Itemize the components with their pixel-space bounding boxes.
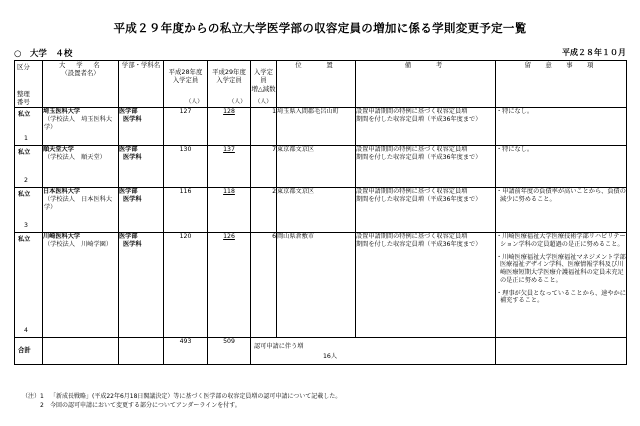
department-name: 医学科 (123, 240, 142, 248)
subheader (14, 47, 626, 59)
capacity-h29-value: 137 (223, 146, 235, 153)
increase-value: 1 (251, 108, 277, 146)
capacity-h28-value: 116 (164, 188, 208, 233)
row-department (119, 233, 164, 338)
department-name: 医学科 (123, 153, 142, 161)
capacity-h29-cell (208, 188, 251, 233)
faculty-name: 医学部 (119, 233, 138, 240)
header-university (43, 61, 119, 108)
capacity-h28-value: 127 (164, 108, 208, 146)
row-university (43, 233, 119, 338)
remarks-cell (356, 188, 496, 233)
remarks-line-2: 期間を付した収容定員増（平成36年度まで） (356, 153, 482, 161)
row-department (119, 188, 164, 233)
remarks-line-1: 設置申請期間の特例に基づく収容定員増 (356, 188, 468, 195)
page-title: 平成２９年度からの私立大学医学部の収容定員の増加に係る学則変更予定一覧 (113, 21, 527, 35)
university-name: 順天堂大学 (43, 146, 74, 153)
note-item: ・川崎医療福祉大学医療技術学部リハビリテーション学科の定員超過の是正に努めること。 (496, 233, 626, 248)
total-remarks-line-2: 16人 (323, 353, 338, 360)
capacity-change-table (14, 60, 627, 365)
university-name: 川崎医科大学 (43, 233, 81, 240)
header-notes-label: 留 意 事 項 (524, 61, 598, 69)
capacity-h29-value: 126 (223, 233, 235, 240)
row-number: 4 (24, 327, 28, 335)
note-item: ・特になし。 (496, 146, 534, 153)
row-university (43, 188, 119, 233)
capacity-h29-value: 118 (223, 188, 235, 195)
row-kubun (15, 108, 43, 146)
capacity-h28-value: 120 (164, 233, 208, 338)
corporation-name: （学校法人 川崎学園） (44, 240, 113, 248)
header-seiri-bangou-label: 整理 番号 (17, 90, 30, 106)
kubun-value: 私立 (18, 236, 31, 243)
header-remarks (356, 61, 496, 108)
corporation-name: （学校法人 順天堂） (44, 153, 106, 161)
row-kubun (15, 188, 43, 233)
capacity-h29-cell (208, 233, 251, 338)
row-university (43, 108, 119, 146)
faculty-name: 医学部 (119, 146, 138, 153)
table-row (15, 146, 627, 188)
total-remarks-line-1: 認可申請に伴う増 (254, 343, 304, 350)
corporation-name: （学校法人 日本医科大学） (44, 195, 113, 211)
header-notes (496, 61, 627, 108)
note-item: ・特になし。 (496, 108, 534, 115)
note-item: ・理事が欠員となっていることから、速やかに補充すること。 (496, 289, 626, 305)
increase-value: 2 (251, 188, 277, 233)
kubun-value: 私立 (18, 191, 31, 198)
increase-value: 7 (251, 146, 277, 188)
total-label: 合計 (18, 346, 31, 354)
table-row (15, 233, 627, 338)
note-item: ・川崎医療福祉大学医療福祉マネジメント学部医療福祉デザイン学科、医療情報学科及び川崎医療短期大学医療介護福祉科の定員未充足の是正に努めること。 (496, 253, 626, 284)
header-university-sub-label: （設置者名） (61, 69, 100, 77)
remarks-cell (356, 108, 496, 146)
total-remarks-cell (251, 338, 496, 365)
header-increase-unit: （人） (254, 98, 272, 105)
total-capacity-h29-value: 509 (208, 338, 251, 365)
header-capacity-h28-label: 平成28年度 入学定員 (168, 68, 203, 85)
note-item: ・申請前年度の負債率が高いことから、負債の減少に努めること。 (496, 188, 626, 203)
header-capacity-h29-unit: （人） (228, 98, 246, 105)
faculty-name: 医学部 (119, 188, 138, 195)
notes-cell (496, 146, 627, 188)
remarks-line-2: 期間を付した収容定員増（平成36年度まで） (356, 115, 482, 123)
header-increase-label: 入学定員 増△減数 (251, 68, 276, 93)
department-name: 医学科 (123, 195, 142, 203)
row-number: 1 (24, 135, 28, 143)
table-row (15, 108, 627, 146)
kubun-value: 私立 (18, 149, 31, 156)
location-value: 岡山県倉敷市 (277, 233, 356, 338)
header-capacity-h29 (208, 61, 251, 108)
header-capacity-h28-unit: （人） (185, 98, 203, 105)
kubun-value: 私立 (18, 111, 31, 118)
capacity-h29-cell (208, 108, 251, 146)
footnote-text: 今回の認可申請において変更する部分についてアンダーラインを付す。 (50, 402, 241, 410)
total-university-cell (43, 338, 119, 365)
capacity-h28-value: 130 (164, 146, 208, 188)
row-number: 3 (24, 222, 28, 230)
header-increase (251, 61, 277, 108)
row-number: 2 (24, 177, 28, 185)
row-kubun (15, 233, 43, 338)
header-department-label: 学部・学科名 (121, 61, 161, 69)
header-location-label: 位 置 (295, 61, 337, 69)
remarks-cell (356, 233, 496, 338)
total-capacity-h28-value: 493 (164, 338, 208, 365)
university-name: 日本医科大学 (43, 188, 81, 195)
remarks-line-2: 期間を付した収容定員増（平成36年度まで） (356, 240, 482, 248)
location-value: 東京都文京区 (277, 146, 356, 188)
footnote-index: 2 (40, 402, 44, 410)
row-department (119, 146, 164, 188)
footnote-index: 1 (40, 393, 44, 400)
location-value: 埼玉県入間郡毛呂山町 (277, 108, 356, 146)
remarks-cell (356, 146, 496, 188)
remarks-line-1: 設置申請期間の特例に基づく収容定員増 (356, 108, 468, 115)
document-date: 平成２８年１０月 (562, 48, 626, 57)
footnote-row (22, 392, 622, 401)
table-header-row (15, 61, 627, 108)
footnote-text: 「新成長戦略」(平成22年6月18日閣議決定）等に基づく医学部の収容定員増の認可申請について記載した。 (50, 393, 342, 400)
header-capacity-h28 (164, 61, 208, 108)
university-name: 埼玉医科大学 (43, 108, 81, 115)
notes-cell (496, 233, 627, 338)
remarks-line-2: 期間を付した収容定員増（平成36年度まで） (356, 195, 482, 203)
total-label-cell (15, 338, 43, 365)
footnotes (22, 392, 622, 411)
header-capacity-h29-label: 平成29年度 入学定員 (212, 68, 246, 85)
category-mark: ○ 大学 ４校 (14, 49, 73, 59)
capacity-h29-value: 128 (223, 108, 235, 115)
faculty-name: 医学部 (119, 108, 138, 115)
notes-cell (496, 108, 627, 146)
header-kubun (15, 61, 43, 108)
footnote-label: （注） (22, 393, 41, 400)
header-remarks-label: 備 考 (404, 61, 447, 69)
header-kubun-label: 区分 (17, 63, 30, 71)
header-location (277, 61, 356, 108)
table-total-row (15, 338, 627, 365)
header-university-label: 大 学 名 (59, 61, 102, 69)
remarks-line-1: 設置申請期間の特例に基づく収容定員増 (356, 146, 468, 153)
row-kubun (15, 146, 43, 188)
table-row (15, 188, 627, 233)
corporation-name: （学校法人 埼玉医科大学） (44, 115, 113, 131)
total-department-cell (119, 338, 164, 365)
notes-cell (496, 188, 627, 233)
department-name: 医学科 (123, 115, 142, 123)
remarks-line-1: 設置申請期間の特例に基づく収容定員増 (356, 233, 468, 240)
capacity-h29-cell (208, 146, 251, 188)
row-department (119, 108, 164, 146)
increase-value: 6 (251, 233, 277, 338)
row-university (43, 146, 119, 188)
location-value: 東京都文京区 (277, 188, 356, 233)
header-department (119, 61, 164, 108)
footnote-row (22, 401, 622, 410)
total-notes-cell (496, 338, 627, 365)
